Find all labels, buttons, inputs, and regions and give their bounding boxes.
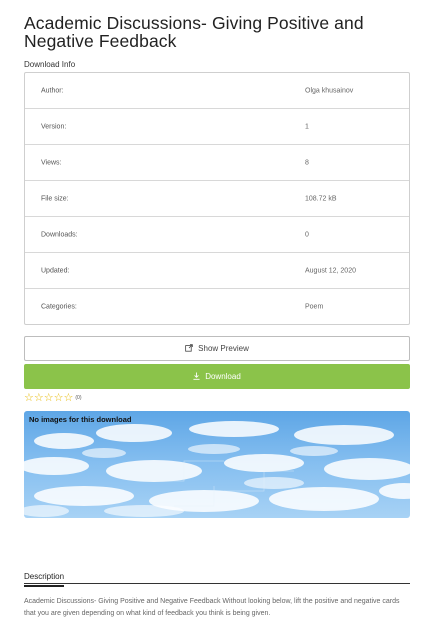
info-value[interactable]: Poem	[305, 303, 324, 310]
info-row-categories	[25, 289, 409, 324]
star-icon[interactable]: ☆	[24, 391, 34, 404]
info-value: August 12, 2020	[305, 267, 356, 274]
download-label: Download	[205, 372, 241, 381]
info-value: 108.72 kB	[305, 195, 337, 202]
info-value: 8	[305, 159, 309, 166]
no-images-text: No images for this download	[29, 415, 132, 424]
download-info-label: Download Info	[24, 60, 76, 69]
download-page	[24, 0, 410, 518]
description-text: Academic Discussions- Giving Positive and Negative Feedback Without looking below, lift the positive and negative cards that you are given depending on what kind of feedback you think is being given.	[24, 598, 400, 617]
star-icon[interactable]: ☆	[53, 391, 64, 404]
show-preview-label: Show Preview	[198, 344, 249, 353]
info-key: Author:	[41, 87, 64, 94]
info-row-author	[25, 73, 409, 109]
star-icon[interactable]: ☆	[33, 391, 44, 404]
star-icon[interactable]: ☆	[63, 391, 74, 404]
external-link-icon	[185, 344, 193, 354]
info-key: File size:	[41, 195, 69, 202]
info-value: 0	[305, 231, 309, 238]
info-row-version	[25, 109, 409, 145]
info-row-updated	[25, 253, 409, 289]
info-row-views	[25, 145, 409, 181]
download-icon	[193, 372, 200, 382]
info-key: Views:	[41, 159, 62, 166]
info-key: Version:	[41, 123, 67, 130]
download-button[interactable]	[24, 364, 410, 389]
info-value: Olga khusainov	[305, 87, 354, 94]
info-row-downloads	[25, 217, 409, 253]
info-key: Updated:	[41, 267, 70, 274]
download-info-table	[24, 72, 410, 325]
download-image	[24, 411, 410, 518]
star-icon[interactable]: ☆	[43, 391, 54, 404]
rating-count: (0)	[75, 395, 82, 401]
star-rating[interactable]	[24, 392, 410, 404]
sky-clouds-image	[24, 411, 410, 518]
page-title: Academic Discussions- Giving Positive and Negative Feedback	[24, 13, 364, 51]
tab-description[interactable]: Description	[24, 572, 64, 587]
info-key: Downloads:	[41, 231, 78, 238]
info-key: Categories:	[41, 303, 77, 310]
info-value: 1	[305, 123, 309, 130]
description-tabs	[24, 566, 410, 584]
info-row-file-size	[25, 181, 409, 217]
show-preview-button[interactable]	[24, 336, 410, 361]
